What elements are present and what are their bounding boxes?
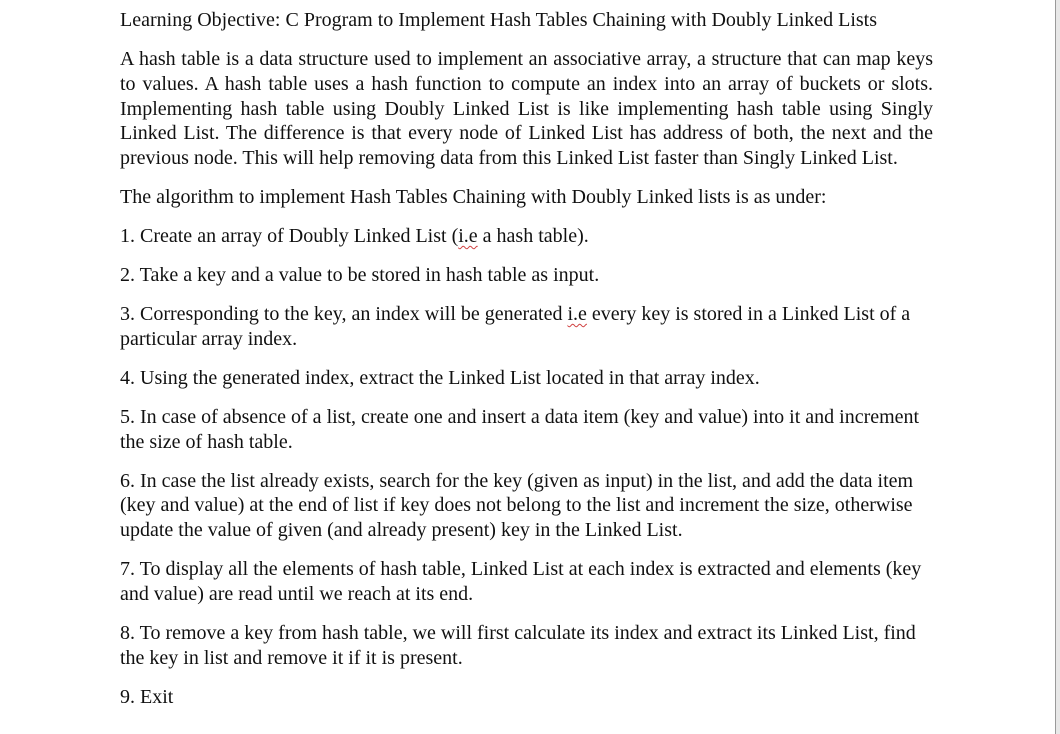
window-gutter [1056, 0, 1060, 734]
algorithm-step-4: 4. Using the generated index, extract the Linked List located in that array index. [120, 366, 760, 389]
step-text-start: 3. Corresponding to the key, an index will be generated [120, 303, 568, 326]
algorithm-step-2: 2. Take a key and a value to be stored in hash table as input. [120, 264, 600, 287]
intro-paragraph: A hash table is a data structure used to implement an associative array, a structure that can map keys to values. A hash table uses a hash function to compute an index into an array of buckets or slots. Implementing hash table using Doubly Linked List is like implementing hash table using Singly Linked List. The difference is that every node of Linked List has address of both, the next and the previous node. This will help removing data from this Linked List faster than Singly Linked List. [120, 47, 933, 170]
learning-objective-title: Learning Objective: C Program to Implement Hash Tables Chaining with Doubly Linked Lists [120, 9, 877, 31]
spellcheck-flagged-word[interactable]: i.e [458, 225, 478, 248]
algorithm-step-7: 7. To display all the elements of hash table, Linked List at each index is extracted and elements (key and value) are read until we reach at its end. [120, 558, 922, 606]
algorithm-step-9: 9. Exit [120, 685, 174, 708]
algorithm-heading: The algorithm to implement Hash Tables Chaining with Doubly Linked lists is as under: [120, 186, 827, 209]
spellcheck-flagged-word[interactable]: i.e [567, 303, 587, 326]
algorithm-step-8: 8. To remove a key from hash table, we will first calculate its index and extract its Linked List, find the key in list and remove it if it is present. [120, 622, 916, 669]
algorithm-step-3 [120, 302, 933, 352]
document-body[interactable] [120, 8, 933, 724]
algorithm-step-5: 5. In case of absence of a list, create one and insert a data item (key and value) into it and increment the size of hash table. [120, 405, 920, 453]
algorithm-step-1 [120, 224, 933, 249]
step-text-end: a hash table). [477, 225, 589, 248]
step-text-end: every key is stored in a Linked List of a particular array index. [120, 303, 911, 350]
algorithm-step-6: 6. In case the list already exists, search for the key (given as input) in the list, and add the data item (key and value) at the end of list if key does not belong to the list and increment the size, otherwise update the value of given (and already present) key in the Linked List. [120, 469, 914, 542]
step-text-start: 1. Create an array of Doubly Linked List ( [120, 225, 459, 248]
